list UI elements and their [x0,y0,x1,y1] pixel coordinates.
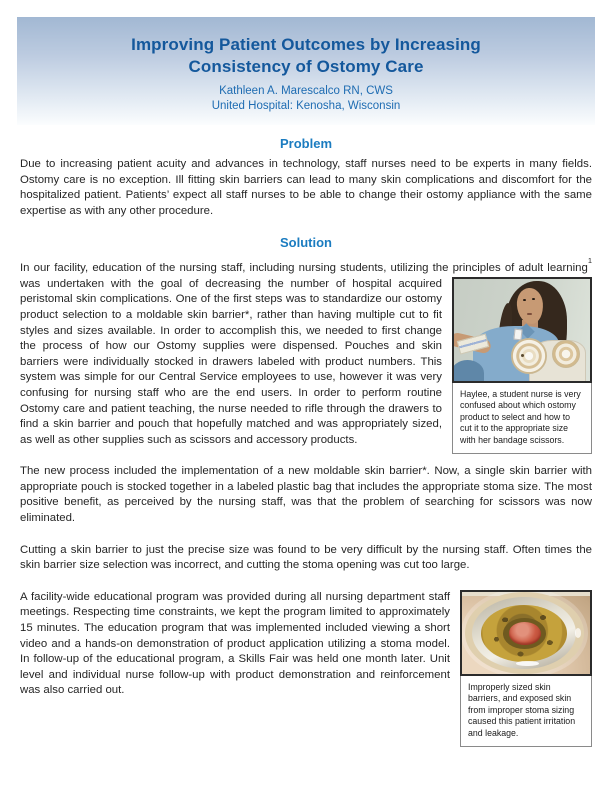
problem-heading: Problem [279,136,332,151]
problem-paragraph: Due to increasing patient acuity and advances in technology, staff nurses need to be experts in many fields. Ostomy care is no exception. Ill fitting skin barriers can lead to many skin complications and discomfort for the hospitalized patient. Patients’ expect all staff nurses to be able to change their ostomy appliance with the same expertise as with any other procedure. [20,158,592,217]
flange-highlight-right [575,628,581,638]
figure-nurse [452,277,592,455]
affiliation-line: United Hospital: Kenosha, Wisconsin [211,100,401,112]
nurse-eye-right [532,298,535,300]
solution-paragraph-4 [20,590,592,738]
solution-heading: Solution [280,235,332,251]
solution-para4-text: A facility-wide educational program was provided during all nursing department staff meetings. Respecting time constraints, we kept the program limited to approximately 15 minutes. The education program that was implemented included viewing a short video and a hands-on demonstration of product application utilizing a stoma model. In follow-up of the educational program, a Skills Fair was held one month later. Unit level and individual nurse follow-up with product demonstration and reinforcement was also carried out. [20,590,450,697]
page-title-line2: Consistency of Ostomy Care [188,57,424,76]
author-line: Kathleen A. Marescalco RN, CWS [219,85,393,97]
id-badge [513,328,522,340]
solution-para1-text-a: In our facility, education of the nursing staff, including nursing students, utilizing the principles of adult learning [20,262,588,275]
solution-paragraph-3: Cutting a skin barrier to just the precise size was found to be very difficult by the nursing staff. Often times the skin barrier size selection was incorrect, and cutting the stoma opening was cut too large. [20,543,592,572]
figure-nurse-caption: Haylee, a student nurse is very confused about which ostomy product to select and how to cut it to the appropriate size with her bandage scissors. [452,383,592,455]
stoma-photo [460,590,592,676]
figure-stoma [460,590,592,748]
page-title [17,17,595,78]
nurse-mouth [527,313,532,315]
reference-superscript: 1 [587,255,592,265]
nurse-scrub-shadow [452,360,484,382]
nurse-photo [452,277,592,383]
skin-barrier-disc-small [552,340,580,368]
solution-paragraph-2: The new process included the implementation of a new moldable skin barrier*. Now, a single skin barrier with appropriate pouch is stocked together in a labeled plastic bag that includes the appropriate stoma size. The most positive benefit, as perceived by the nursing staff, was that the problem of searching for scissors was now eliminated. [20,465,592,525]
solution-para1-text-c: acquired peristomal skin complications. One of the first steps was to standardize our ostomy product selection to a moldable skin barrier*, rather than having multiple cut to fit styles and sizes available. In order to accomplish this, we needed to first change the process of how our Ostomy supplies were dispensed. Pouches and skin barriers were individually stocked in drawers labeled with product numbers. This system was simple for our Central Service employees to use, however it was very confusing for nursing staff who are the end users. In order to perform routine Ostomy care and patient teaching, the nurse needed to rifle through the drawers to find a skin barrier and pouch that hopefully matched and was appropriately sized, as well as other supplies such as scissors and accessory products. [20,277,443,446]
skin-barrier-disc-large [511,338,547,374]
figure-stoma-caption: Improperly sized skin barriers, and exposed skin from improper stoma sizing caused this patient irritation and leakage. [460,676,592,748]
solution-paragraph-1 [20,256,592,448]
solution-para1-text-b: was undertaken with the goal of decreasing the number of hospital [20,277,392,290]
page-body [0,125,612,753]
header-band [17,17,595,125]
page-title-line1: Improving Patient Outcomes by Increasing [131,35,481,54]
